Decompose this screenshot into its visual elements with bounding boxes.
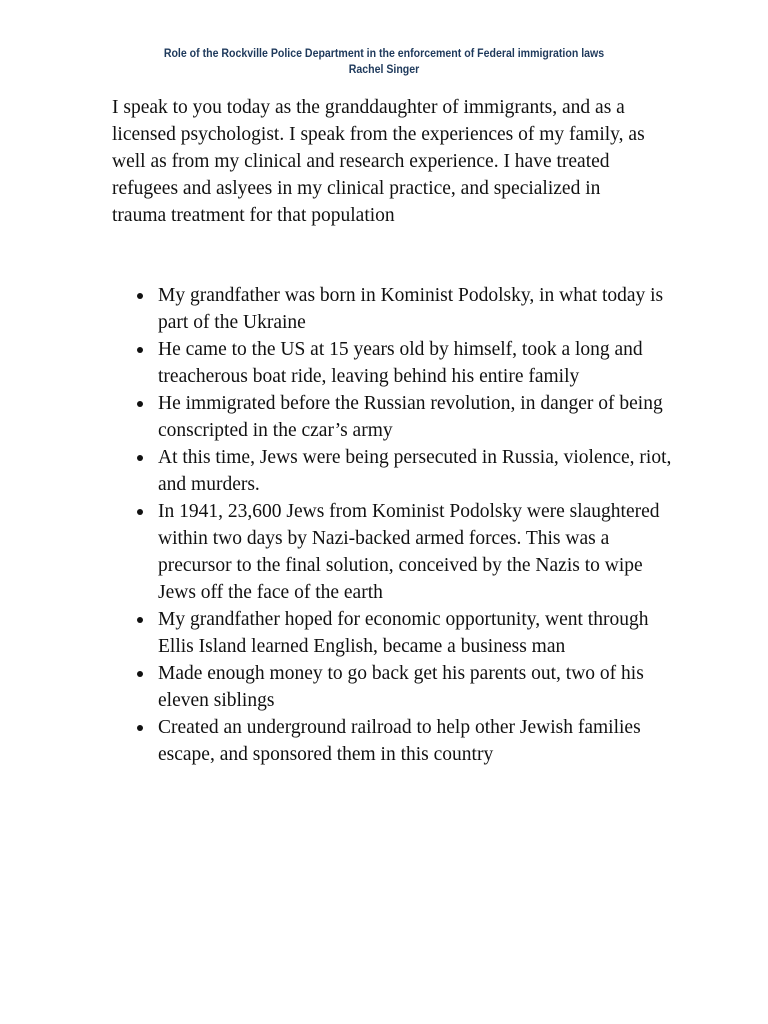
- bullet-text: In 1941, 23,600 Jews from Kominist Podolsky were slaughtered within two days by Nazi-backed armed forces. This was a precursor to the final solution, conceived by the Nazis to wipe Jews off the face of the earth: [158, 501, 660, 603]
- bullet-text: Created an underground railroad to help other Jewish families escape, and sponsored them in this country: [158, 717, 641, 765]
- bullet-dot-icon: [137, 455, 143, 461]
- document-title: Role of the Rockville Police Department in the enforcement of Federal immigration laws: [163, 48, 605, 60]
- bullet-dot-icon: [137, 671, 143, 677]
- intro-text: I speak to you today as the granddaughter of immigrants, and as a licensed psychologist. I speak from the experiences of my family, as well as from my clinical and research experience. I have treated refugees and aslyees in my clinical practice, and specialized in trauma treatment for that population: [112, 97, 645, 226]
- bullet-item: [112, 390, 672, 444]
- bullet-item: [112, 282, 672, 336]
- bullet-text: Made enough money to go back get his parents out, two of his eleven siblings: [158, 663, 644, 711]
- bullet-text: My grandfather hoped for economic opportunity, went through Ellis Island learned English, became a business man: [158, 609, 649, 657]
- bullet-item: [112, 660, 672, 714]
- bullet-dot-icon: [137, 293, 143, 299]
- bullet-dot-icon: [137, 617, 143, 623]
- bullet-list: [112, 282, 672, 768]
- bullet-item: [112, 714, 672, 768]
- bullet-text: He came to the US at 15 years old by himself, took a long and treacherous boat ride, leaving behind his entire family: [158, 339, 643, 387]
- bullet-item: [112, 444, 672, 498]
- bullet-dot-icon: [137, 509, 143, 515]
- document-header: [31, 46, 738, 78]
- bullet-text: He immigrated before the Russian revolution, in danger of being conscripted in the czar’s army: [158, 393, 663, 441]
- bullet-text: At this time, Jews were being persecuted in Russia, violence, riot, and murders.: [158, 447, 672, 495]
- bullet-dot-icon: [137, 725, 143, 731]
- bullet-dot-icon: [137, 401, 143, 407]
- bullet-dot-icon: [137, 347, 143, 353]
- bullet-item: [112, 606, 672, 660]
- bullet-text: My grandfather was born in Kominist Podolsky, in what today is part of the Ukraine: [158, 285, 664, 333]
- document-author: Rachel Singer: [348, 64, 420, 76]
- bullet-item: [112, 336, 672, 390]
- intro-paragraph: [112, 94, 652, 229]
- bullet-item: [112, 498, 672, 606]
